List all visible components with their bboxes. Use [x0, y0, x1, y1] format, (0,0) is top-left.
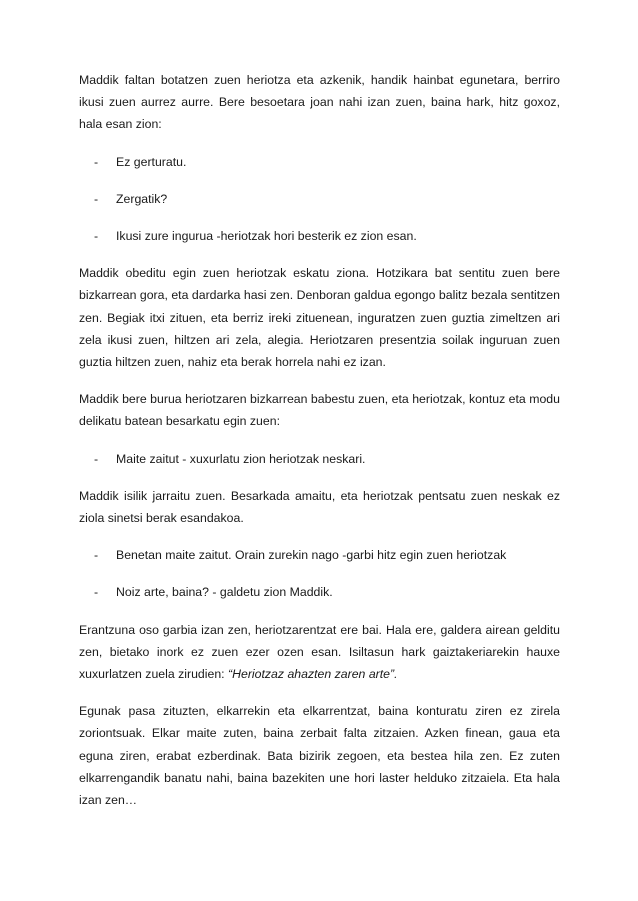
dialogue-dash: -: [94, 191, 99, 206]
dialogue-dash: -: [94, 229, 99, 244]
dialogue-line-5: [79, 544, 560, 566]
paragraph-5-text: Erantzuna oso garbia izan zen, heriotzarentzat ere bai. Hala ere, galdera airean gelditu zen, bietako inork ez zuen ezer ozen esan. Isiltasun hark gaiztakeriarekin hauxe xuxurlatzen zuela zirudien:: [79, 622, 560, 682]
dialogue-text: Ikusi zure ingurua -heriotzak hori besterik ez zion esan.: [116, 229, 417, 244]
paragraph-3: Maddik bere burua heriotzaren bizkarrean babestu zuen, eta heriotzak, kontuz eta modu delikatu batean besarkatu egin zuen:: [79, 392, 560, 429]
document-page: [79, 69, 560, 811]
dialogue-dash: -: [94, 585, 99, 600]
dialogue-text: Maite zaitut - xuxurlatu zion heriotzak neskari.: [116, 451, 366, 466]
dialogue-text: Noiz arte, baina? - galdetu zion Maddik.: [116, 585, 333, 600]
paragraph-1: Maddik faltan botatzen zuen heriotza eta azkenik, handik hainbat egunetara, berriro ikusi zuen aurrez aurre. Bere besoetara joan nahi izan zuen, baina hark, hitz goxoz, hala esan zion:: [79, 73, 560, 132]
paragraph-5: [79, 619, 560, 686]
dialogue-text: Zergatik?: [116, 191, 168, 206]
dialogue-dash: -: [94, 548, 99, 563]
paragraph-2: Maddik obeditu egin zuen heriotzak eskatu ziona. Hotzikara bat sentitu zuen bere bizkarrean gora, eta dardarka hasi zen. Denboran galdua egongo balitz bezala sentitzen zen. Begiak itxi zituen, eta berriz ireki zituenean, inguratzen zuen guztia zimeltzen ari zela ikusi zuen, hiltzen ari zela, alegia. Heriotzaren presentzia soilak inguruan zuen guztia hiltzen zuen, nahiz eta berak horrela nahi ez izan.: [79, 266, 560, 370]
dialogue-line-6: [79, 581, 560, 603]
dialogue-line-4: [79, 448, 560, 470]
dialogue-dash: -: [94, 451, 99, 466]
paragraph-6: Egunak pasa zituzten, elkarrekin eta elkarrentzat, baina konturatu ziren ez zirela zoriontsuak. Elkar maite zuten, baina zerbait falta zitzaien. Azken finean, gaua eta eguna ziren, erabat ezberdinak. Bata bizirik zegoen, eta bestea hila zen. Ez zuten elkarrengandik banatu nahi, baina bazekiten une hori laster helduko zitzaiela. Eta hala izan zen…: [79, 704, 560, 808]
paragraph-4: Maddik isilik jarraitu zuen. Besarkada amaitu, eta heriotzak pentsatu zuen neskak ez ziola sinetsi berak esandakoa.: [79, 488, 560, 526]
paragraph-5-quote: “Heriotzaz ahazten zaren arte”.: [228, 667, 398, 682]
dialogue-text: Ez gerturatu.: [116, 154, 187, 169]
dialogue-line-1: [79, 151, 560, 173]
dialogue-line-2: [79, 188, 560, 210]
dialogue-text: Benetan maite zaitut. Orain zurekin nago -garbi hitz egin zuen heriotzak: [116, 548, 507, 563]
dialogue-line-3: [79, 225, 560, 247]
dialogue-dash: -: [94, 154, 99, 169]
